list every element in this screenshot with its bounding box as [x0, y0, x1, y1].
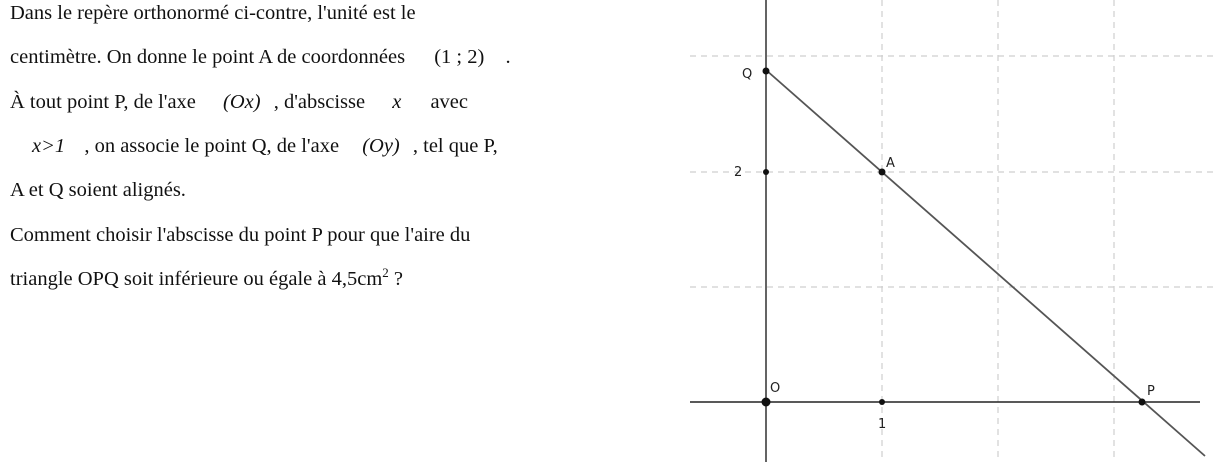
point-Q: [763, 68, 770, 75]
text-l6: Comment choisir l'abscisse du point P pour que l'aire du: [10, 224, 471, 246]
text-l7a: triangle OPQ soit inférieure ou égale à 4,5cm: [10, 268, 383, 290]
text-l7b: ?: [393, 268, 404, 290]
label-O: O: [770, 381, 781, 396]
tick-label-y2: 2: [734, 165, 743, 180]
label-P: P: [1147, 384, 1155, 399]
point-A: [879, 169, 886, 176]
text-l3a: À tout point P, de l'axe: [10, 91, 196, 113]
point-O: [762, 398, 771, 407]
text-l4b: , on associe le point Q, de l'axe: [84, 135, 340, 157]
axis-ox: (Ox): [223, 91, 261, 113]
point-tick-2: [763, 169, 769, 175]
label-Q: Q: [742, 67, 753, 82]
point-tick-1: [879, 399, 885, 405]
exponent-2: 2: [382, 265, 389, 281]
text-l3c: , d'abscisse: [273, 91, 366, 113]
text-l3e: avec: [430, 91, 468, 113]
axis-oy: (Oy): [362, 135, 400, 157]
var-x: x: [392, 91, 402, 113]
text-l4d: , tel que P,: [412, 135, 498, 157]
text-l2a: centimètre. On donne le point A de coordonnées: [10, 46, 406, 68]
label-A: A: [886, 156, 895, 171]
tick-label-x1: 1: [878, 417, 887, 432]
text-l2c: .: [505, 46, 511, 68]
text-l5: A et Q soient alignés.: [10, 179, 186, 201]
line-PQ: [766, 70, 1205, 456]
point-P: [1139, 399, 1146, 406]
condition-x: x>1: [32, 135, 66, 157]
text-l1: Dans le repère orthonormé ci-contre, l'unité est le: [10, 2, 416, 24]
coord-A: (1 ; 2): [434, 46, 485, 68]
